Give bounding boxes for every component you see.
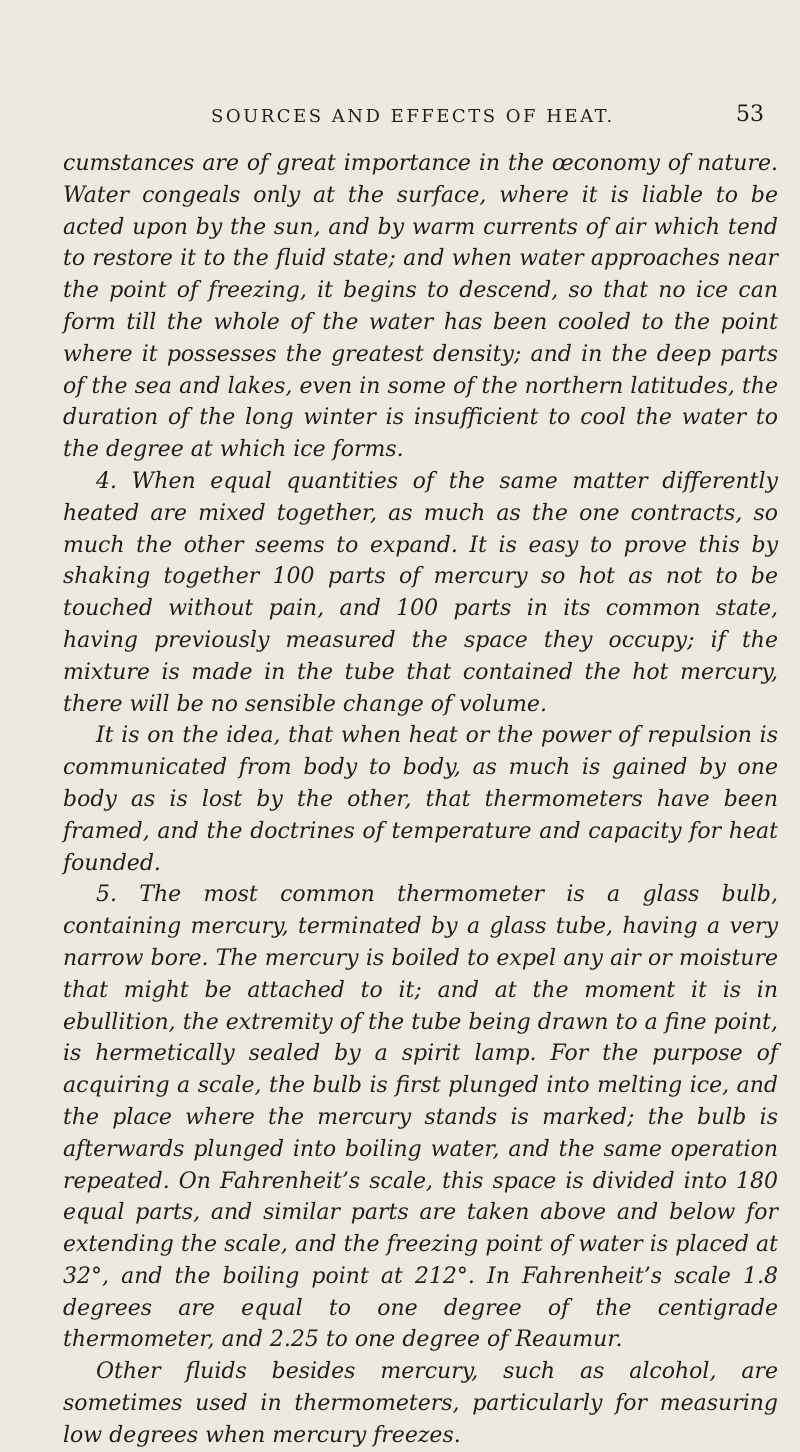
running-header (63, 0, 778, 128)
paragraph-thermometer-principle: It is on the idea, that when heat or the power of repulsion is communicated from body to body, as much is gained by one body as is lost by the other, that thermometers have been framed, and the doctrines of temperature and capacity for heat founded. (63, 723, 778, 876)
body-text (63, 148, 778, 1452)
running-title: SOURCES AND EFFECTS OF HEAT. (211, 106, 615, 127)
page-number: 53 (736, 102, 764, 127)
paragraph-section-4: 4. When equal quantities of the same matter differently heated are mixed together, as much as the one contracts, so much the other seems to expand. It is easy to prove this by shaking together 100 parts of mercury so hot as not to be touched without pain, and 100 parts in its common state, having previously measured the space they occupy; if the mixture is made in the tube that contained the hot mercury, there will be no sensible change of volume. (63, 468, 778, 717)
paragraph-continued: cumstances are of great importance in the œconomy of nature. Water congeals only at the surface, where it is liable to be acted upon by the sun, and by warm currents of air which tend to restore it to the fluid state; and when water approaches near the point of freezing, it begins to descend, so that no ice can form till the whole of the water has been cooled to the point where it possesses the greatest density; and in the deep parts of the sea and lakes, even in some of the northern latitudes, the duration of the long winter is insufficient to cool the water to the degree at which ice forms. (63, 151, 778, 463)
paragraph-section-5: 5. The most common thermometer is a glass bulb, containing mercury, terminated by a glass tube, having a very narrow bore. The mercury is boiled to expel any air or moisture that might be attached to it; and at the moment it is in ebullition, the extremity of the tube being drawn to a fine point, is hermetically sealed by a spirit lamp. For the purpose of acquiring a scale, the bulb is first plunged into melting ice, and the place where the mercury stands is marked; the bulb is afterwards plunged into boiling water, and the same operation repeated. On Fahrenheit’s scale, this space is divided into 180 equal parts, and similar parts are taken above and below for extending the scale, and the freezing point of water is placed at 32°, and the boiling point at 212°. In Fahrenheit’s scale 1.8 degrees are equal to one degree of the centigrade thermometer, and 2.25 to one degree of Reaumur. (63, 882, 778, 1353)
paragraph-other-fluids: Other fluids besides mercury, such as alcohol, are sometimes used in thermometers, particularly for measuring low degrees when mercury freezes. (63, 1359, 778, 1448)
